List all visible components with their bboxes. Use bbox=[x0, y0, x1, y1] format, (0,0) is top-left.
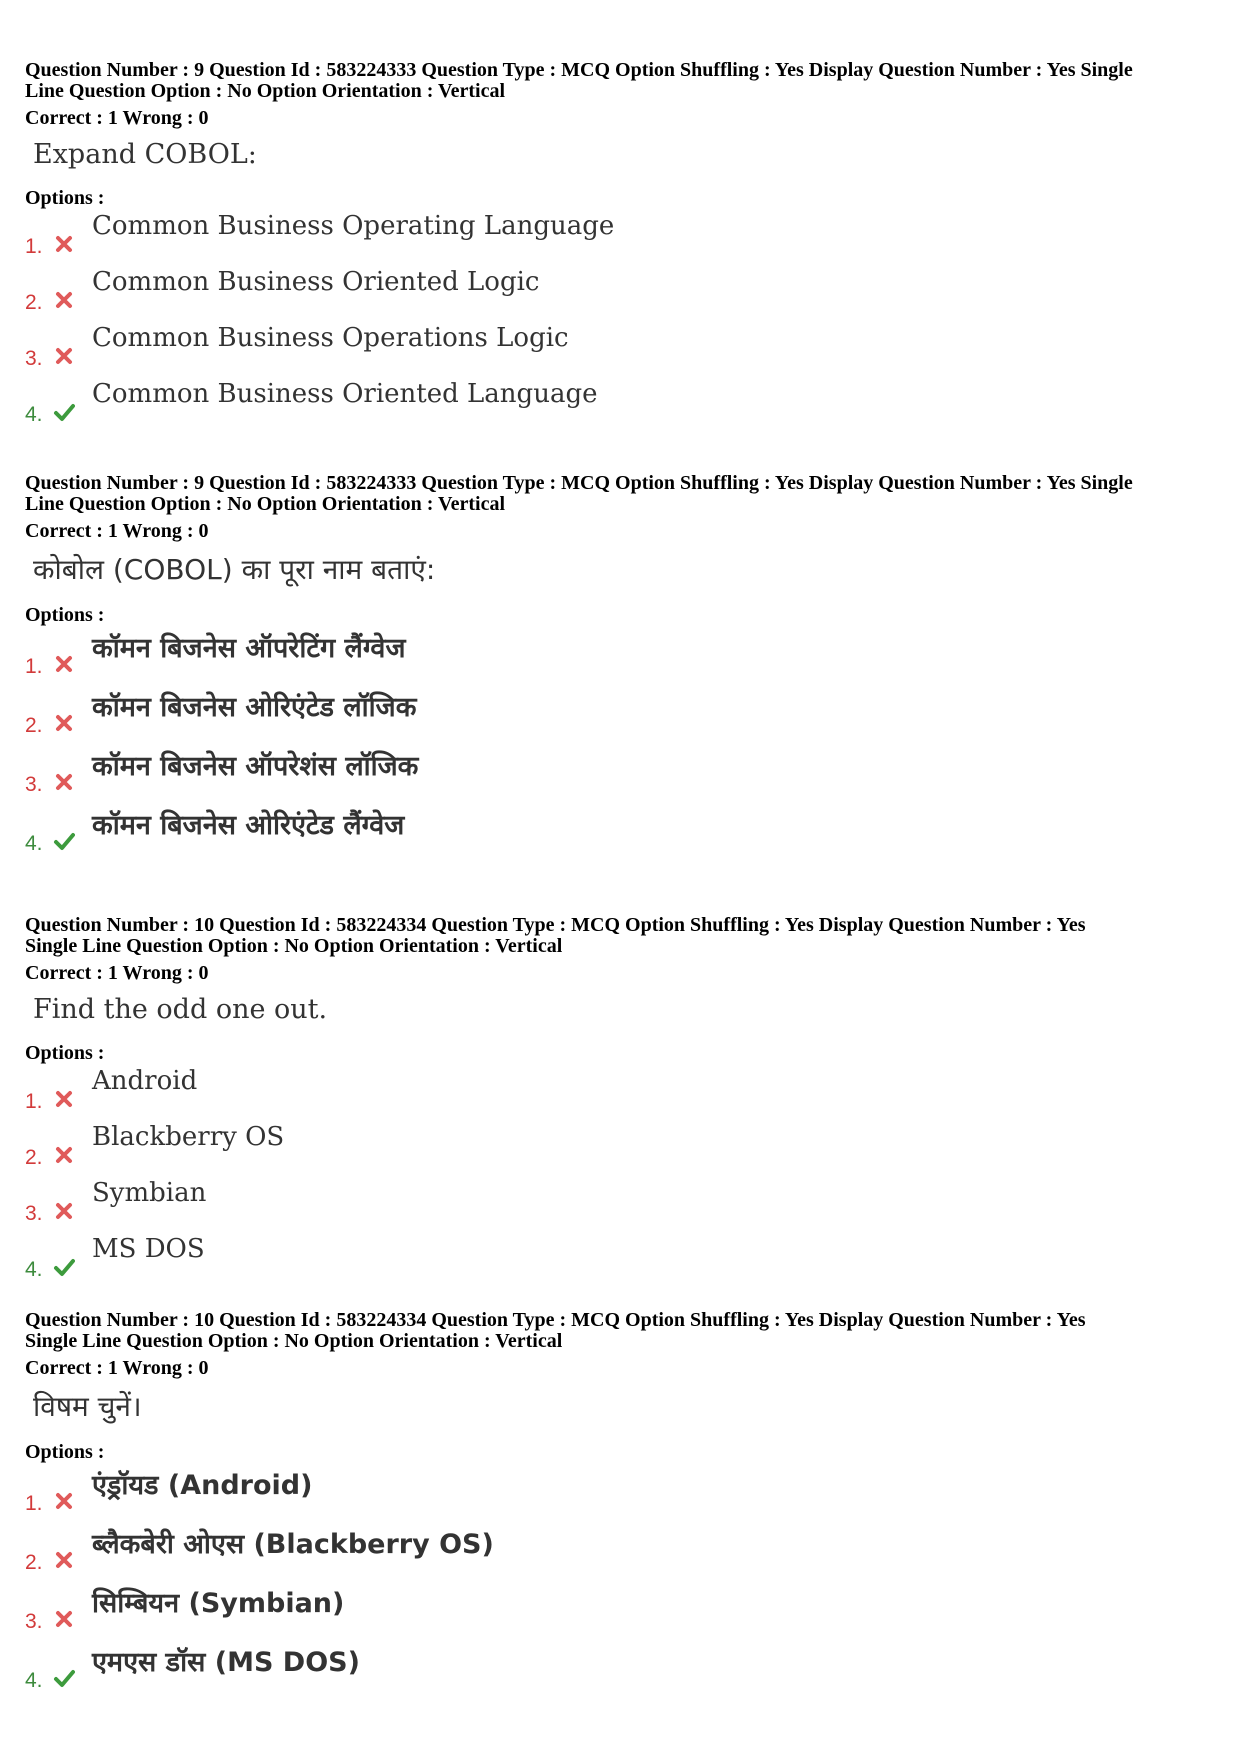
cross-icon bbox=[53, 1200, 75, 1222]
option-item bbox=[25, 626, 1220, 685]
question-meta-line2: Line Question Option : No Option Orientation : Vertical bbox=[25, 80, 506, 102]
option-number: 4. bbox=[25, 1669, 43, 1692]
option-item bbox=[25, 265, 1220, 321]
check-icon bbox=[53, 1256, 75, 1278]
option-item bbox=[25, 803, 1220, 862]
question-meta-line2: Single Line Question Option : No Option Orientation : Vertical bbox=[25, 935, 563, 957]
option-item bbox=[25, 377, 1220, 433]
option-text: एंड्रॉयड (Android) bbox=[92, 1470, 313, 1501]
option-item bbox=[25, 209, 1220, 265]
score-line: Correct : 1 Wrong : 0 bbox=[25, 962, 209, 984]
question-block-10-en bbox=[25, 915, 1220, 1288]
option-text: Common Business Oriented Language bbox=[92, 379, 598, 409]
option-number: 4. bbox=[25, 832, 43, 855]
cross-icon bbox=[53, 233, 75, 255]
option-text: कॉमन बिजनेस ओरिएंटेड लैंग्वेज bbox=[92, 810, 405, 841]
question-meta-line2: Line Question Option : No Option Orientation : Vertical bbox=[25, 493, 506, 515]
cross-icon bbox=[53, 1490, 75, 1512]
question-block-10-hi bbox=[25, 1310, 1220, 1699]
option-item bbox=[25, 321, 1220, 377]
check-icon bbox=[53, 1667, 75, 1689]
question-text: Expand COBOL: bbox=[33, 139, 257, 170]
question-text: Find the odd one out. bbox=[33, 994, 328, 1025]
option-number: 2. bbox=[25, 291, 43, 314]
option-number: 2. bbox=[25, 1551, 43, 1574]
option-item bbox=[25, 1463, 1220, 1522]
options-label: Options : bbox=[25, 604, 105, 626]
option-text: Symbian bbox=[92, 1178, 207, 1208]
question-text: कोबोल (COBOL) का पूरा नाम बताएं: bbox=[33, 553, 436, 586]
option-item bbox=[25, 685, 1220, 744]
options-label: Options : bbox=[25, 187, 105, 209]
option-number: 1. bbox=[25, 1090, 43, 1113]
question-block-9-en bbox=[25, 60, 1220, 433]
option-item bbox=[25, 1581, 1220, 1640]
option-text: कॉमन बिजनेस ऑपरेटिंग लैंग्वेज bbox=[92, 633, 406, 664]
cross-icon bbox=[53, 289, 75, 311]
option-text: Common Business Operating Language bbox=[92, 211, 615, 241]
question-meta-line2: Single Line Question Option : No Option Orientation : Vertical bbox=[25, 1330, 563, 1352]
option-number: 3. bbox=[25, 1610, 43, 1633]
cross-icon bbox=[53, 653, 75, 675]
cross-icon bbox=[53, 771, 75, 793]
option-item bbox=[25, 1064, 1220, 1120]
option-number: 3. bbox=[25, 1202, 43, 1225]
option-text: MS DOS bbox=[92, 1234, 205, 1264]
score-line: Correct : 1 Wrong : 0 bbox=[25, 520, 209, 542]
cross-icon bbox=[53, 1608, 75, 1630]
cross-icon bbox=[53, 712, 75, 734]
option-number: 1. bbox=[25, 655, 43, 678]
option-item bbox=[25, 1176, 1220, 1232]
question-meta-line1: Question Number : 10 Question Id : 583224334 Question Type : MCQ Option Shuffling : Yes Display Question Number : Yes bbox=[25, 914, 1086, 936]
option-number: 2. bbox=[25, 1146, 43, 1169]
question-block-9-hi bbox=[25, 473, 1220, 862]
option-text: Common Business Operations Logic bbox=[92, 323, 569, 353]
score-line: Correct : 1 Wrong : 0 bbox=[25, 1357, 209, 1379]
option-item bbox=[25, 1522, 1220, 1581]
option-number: 2. bbox=[25, 714, 43, 737]
options-list bbox=[25, 1463, 1220, 1699]
option-text: ब्लैकबेरी ओएस (Blackberry OS) bbox=[92, 1529, 494, 1560]
option-item bbox=[25, 1640, 1220, 1699]
option-item bbox=[25, 744, 1220, 803]
option-text: कॉमन बिजनेस ओरिएंटेड लॉजिक bbox=[92, 692, 417, 723]
options-label: Options : bbox=[25, 1441, 105, 1463]
option-number: 3. bbox=[25, 773, 43, 796]
question-meta-line1: Question Number : 10 Question Id : 583224334 Question Type : MCQ Option Shuffling : Yes Display Question Number : Yes bbox=[25, 1309, 1086, 1331]
option-item bbox=[25, 1232, 1220, 1288]
option-text: Common Business Oriented Logic bbox=[92, 267, 540, 297]
option-number: 4. bbox=[25, 403, 43, 426]
question-meta-line1: Question Number : 9 Question Id : 583224333 Question Type : MCQ Option Shuffling : Yes Display Question Number : Yes Single bbox=[25, 59, 1133, 81]
options-label: Options : bbox=[25, 1042, 105, 1064]
option-text: सिम्बियन (Symbian) bbox=[92, 1588, 345, 1619]
option-text: Android bbox=[92, 1066, 198, 1096]
option-number: 1. bbox=[25, 235, 43, 258]
check-icon bbox=[53, 830, 75, 852]
cross-icon bbox=[53, 1088, 75, 1110]
option-number: 4. bbox=[25, 1258, 43, 1281]
options-list bbox=[25, 1064, 1220, 1288]
cross-icon bbox=[53, 345, 75, 367]
option-number: 3. bbox=[25, 347, 43, 370]
check-icon bbox=[53, 401, 75, 423]
option-text: एमएस डॉस (MS DOS) bbox=[92, 1647, 360, 1678]
question-meta-line1: Question Number : 9 Question Id : 583224333 Question Type : MCQ Option Shuffling : Yes Display Question Number : Yes Single bbox=[25, 472, 1133, 494]
cross-icon bbox=[53, 1144, 75, 1166]
option-item bbox=[25, 1120, 1220, 1176]
question-text: विषम चुनें। bbox=[33, 1390, 142, 1423]
options-list bbox=[25, 209, 1220, 433]
option-text: Blackberry OS bbox=[92, 1122, 285, 1152]
options-list bbox=[25, 626, 1220, 862]
score-line: Correct : 1 Wrong : 0 bbox=[25, 107, 209, 129]
option-text: कॉमन बिजनेस ऑपरेशंस लॉजिक bbox=[92, 751, 419, 782]
option-number: 1. bbox=[25, 1492, 43, 1515]
cross-icon bbox=[53, 1549, 75, 1571]
